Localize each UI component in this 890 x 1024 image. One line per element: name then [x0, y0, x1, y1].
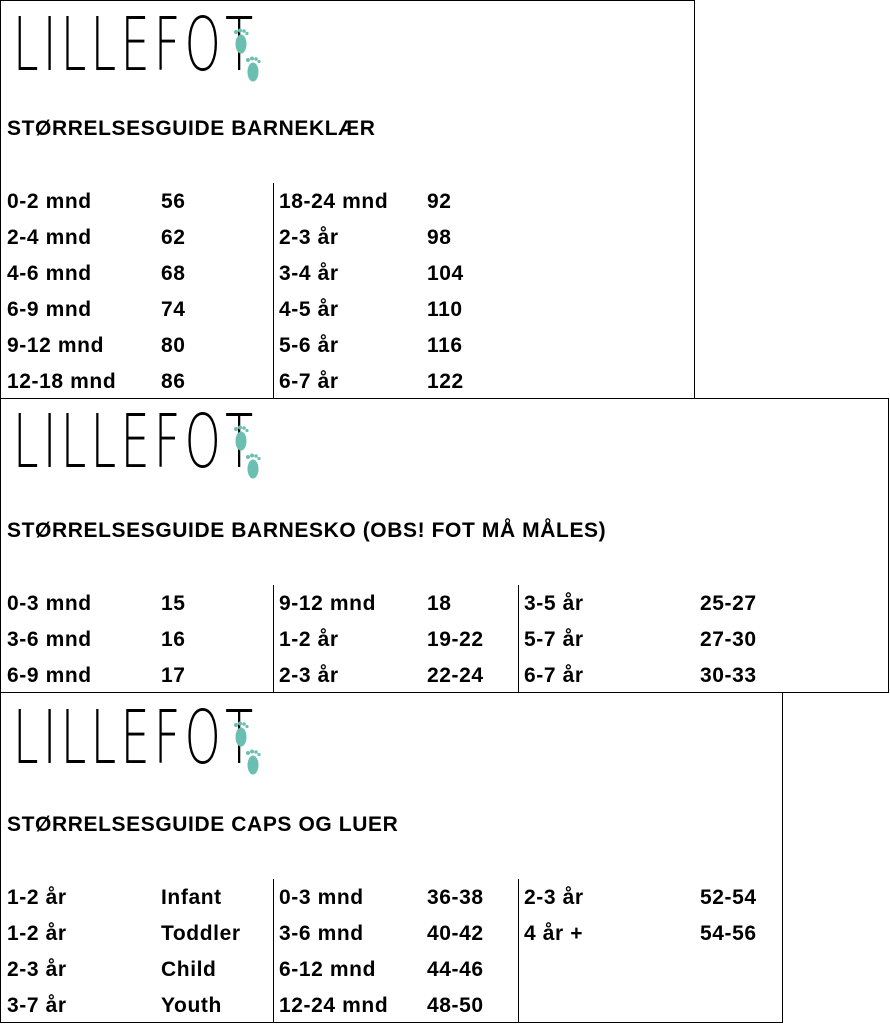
size-value: 116: [427, 334, 463, 357]
age-label: 9-12 mnd: [7, 334, 104, 357]
age-label: 4-6 mnd: [7, 262, 92, 285]
age-label: 2-4 mnd: [7, 226, 92, 249]
age-label: 4 år +: [524, 922, 584, 945]
column-divider: [273, 585, 274, 693]
brand-logo: [13, 401, 273, 483]
age-label: 3-5 år: [524, 592, 584, 615]
age-label: 1-2 år: [7, 886, 67, 909]
brand-logo-text: LILLEFOT: [13, 695, 258, 781]
age-label: 5-6 år: [279, 334, 339, 357]
size-value: 52-54: [700, 886, 757, 909]
size-value: Youth: [161, 994, 222, 1017]
age-label: 2-3 år: [524, 886, 584, 909]
size-value: 22-24: [427, 664, 484, 687]
size-value: 44-46: [427, 958, 484, 981]
size-value: 40-42: [427, 922, 484, 945]
size-value: 19-22: [427, 628, 484, 651]
age-label: 1-2 år: [7, 922, 67, 945]
size-value: 86: [161, 370, 186, 393]
size-value: 54-56: [700, 922, 757, 945]
column-divider: [518, 585, 519, 693]
size-value: 36-38: [427, 886, 484, 909]
size-value: 27-30: [700, 628, 757, 651]
age-label: 6-9 mnd: [7, 664, 92, 687]
baby-feet-icon: [227, 26, 267, 86]
size-value: 30-33: [700, 664, 757, 687]
age-label: 4-5 år: [279, 298, 339, 321]
size-value: 18: [427, 592, 452, 615]
size-value: 15: [161, 592, 186, 615]
size-value: Toddler: [161, 922, 241, 945]
shoe-size-panel: [0, 398, 889, 693]
column-divider: [273, 879, 274, 1023]
size-value: Infant: [161, 886, 222, 909]
size-value: 48-50: [427, 994, 484, 1017]
size-value: 122: [427, 370, 464, 393]
size-value: 74: [161, 298, 186, 321]
age-label: 6-9 mnd: [7, 298, 92, 321]
age-label: 0-3 mnd: [279, 886, 364, 909]
size-value: 98: [427, 226, 452, 249]
size-value: 17: [161, 664, 186, 687]
size-value: 104: [427, 262, 464, 285]
size-value: 62: [161, 226, 186, 249]
age-label: 12-24 mnd: [279, 994, 389, 1017]
age-label: 3-6 mnd: [7, 628, 92, 651]
size-value: 56: [161, 190, 186, 213]
brand-logo-text: LILLEFOT: [13, 399, 258, 485]
age-label: 6-7 år: [279, 370, 339, 393]
size-value: 25-27: [700, 592, 757, 615]
age-label: 3-4 år: [279, 262, 339, 285]
size-value: 80: [161, 334, 186, 357]
age-label: 2-3 år: [279, 226, 339, 249]
age-label: 2-3 år: [7, 958, 67, 981]
size-value: 68: [161, 262, 186, 285]
section-title: STØRRELSESGUIDE BARNEKLÆR: [7, 117, 376, 140]
age-label: 12-18 mnd: [7, 370, 117, 393]
size-value: 16: [161, 628, 186, 651]
column-divider: [518, 879, 519, 1023]
age-label: 3-7 år: [7, 994, 67, 1017]
section-title: STØRRELSESGUIDE BARNESKO (OBS! FOT MÅ MÅLES): [7, 519, 607, 542]
age-label: 6-12 mnd: [279, 958, 376, 981]
size-value: 110: [427, 298, 463, 321]
age-label: 9-12 mnd: [279, 592, 376, 615]
age-label: 3-6 mnd: [279, 922, 364, 945]
brand-logo: [13, 697, 273, 779]
brand-logo: [13, 4, 273, 86]
baby-feet-icon: [227, 423, 267, 483]
clothing-size-panel: [0, 0, 695, 399]
section-title: STØRRELSESGUIDE CAPS OG LUER: [7, 813, 399, 836]
age-label: 18-24 mnd: [279, 190, 389, 213]
caps-size-panel: [0, 692, 783, 1023]
baby-feet-icon: [227, 719, 267, 779]
age-label: 0-2 mnd: [7, 190, 92, 213]
age-label: 0-3 mnd: [7, 592, 92, 615]
brand-logo-text: LILLEFOT: [13, 2, 258, 88]
size-value: 92: [427, 190, 452, 213]
age-label: 5-7 år: [524, 628, 584, 651]
size-value: Child: [161, 958, 217, 981]
age-label: 2-3 år: [279, 664, 339, 687]
age-label: 6-7 år: [524, 664, 584, 687]
column-divider: [273, 183, 274, 399]
age-label: 1-2 år: [279, 628, 339, 651]
